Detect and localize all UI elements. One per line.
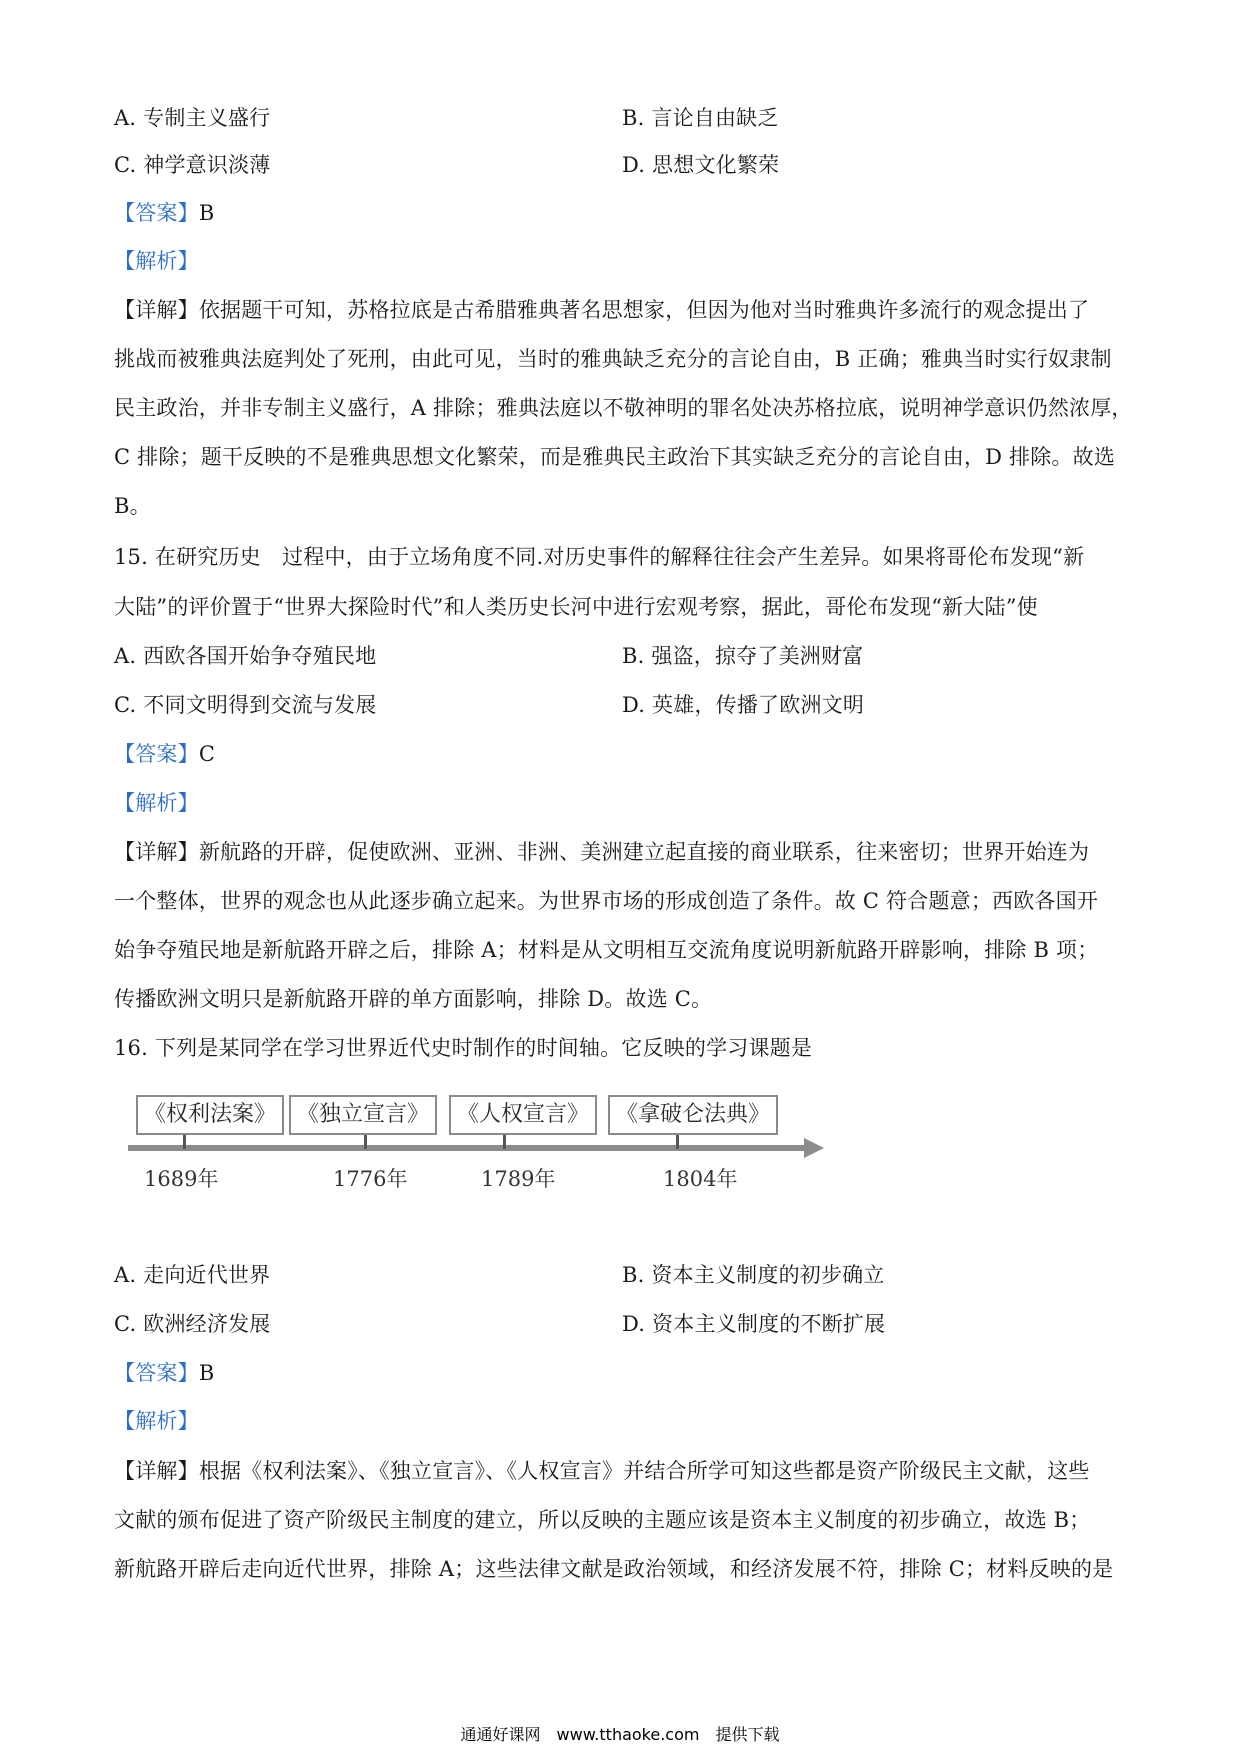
q15-answer xyxy=(114,739,1134,769)
q15-stem-line-0: 15. 在研究历史 过程中，由于立场角度不同.对历史事件的解释往往会产生差异。如果将哥伦布发现“新 xyxy=(114,545,1085,569)
q14-detail-line-3: C 排除；题干反映的不是雅典思想文化繁荣，而是雅典民主政治下其实缺乏充分的言论自由，D 排除。故选 xyxy=(114,445,1116,469)
q15-detail-line-2: 始争夺殖民地是新航路开辟之后，排除 A；材料是从文明相互交流角度说明新航路开辟影响，排除 B 项； xyxy=(114,938,1099,962)
detail-text: 依据题干可知，苏格拉底是古希腊雅典著名思想家，但因为他对当时雅典许多流行的观念提出了 xyxy=(198,298,1090,322)
arrow-right-icon xyxy=(804,1138,824,1158)
q16-answer xyxy=(114,1358,1134,1388)
q16-stem: 16. 下列是某同学在学习世界近代史时制作的时间轴。它反映的学习课题是 xyxy=(114,1036,813,1060)
detail-tag: 【详解】 xyxy=(114,298,199,322)
answer-tag: 【答案】 xyxy=(114,201,199,225)
q14-analysis-tag: 【解析】 xyxy=(114,249,199,273)
timeline-year-1804: 1804年 xyxy=(663,1167,738,1191)
q16-analysis-tag: 【解析】 xyxy=(114,1409,199,1433)
q14-detail-line-2: 民主政治，并非专制主义盛行，A 排除；雅典法庭以不敬神明的罪名处决苏格拉底，说明神学意识仍然浓厚， xyxy=(114,396,1133,420)
timeline-year-1776: 1776年 xyxy=(333,1167,408,1191)
timeline-doc-bill-of-rights: 《权利法案》 xyxy=(136,1095,284,1135)
q15-detail-line-1: 一个整体，世界的观念也从此逐步确立起来。为世界市场的形成创造了条件。故 C 符合题意；西欧各国开 xyxy=(114,889,1099,913)
q15-detail-line-0 xyxy=(114,837,1134,867)
q14-answer xyxy=(114,198,1134,228)
q14-detail-line-1: 挑战而被雅典法庭判处了死刑，由此可见，当时的雅典缺乏充分的言论自由，B 正确；雅典当时实行奴隶制 xyxy=(114,347,1112,371)
timeline-axis xyxy=(128,1145,808,1151)
detail-tag: 【详解】 xyxy=(114,840,199,864)
timeline-doc-declaration-of-rights-of-man: 《人权宣言》 xyxy=(449,1095,597,1135)
detail-tag: 【详解】 xyxy=(114,1459,199,1483)
timeline-tick xyxy=(183,1135,186,1149)
history-timeline xyxy=(128,1085,828,1205)
timeline-tick xyxy=(364,1135,367,1149)
q15-analysis-tag: 【解析】 xyxy=(114,791,199,815)
q15-option-d: D. 英雄，传播了欧洲文明 xyxy=(622,693,865,717)
q14-detail-line-0 xyxy=(114,295,1134,325)
timeline-tick xyxy=(676,1135,679,1149)
q15-option-b: B. 强盗，掠夺了美洲财富 xyxy=(622,644,864,668)
q15-option-a: A. 西欧各国开始争夺殖民地 xyxy=(114,644,377,668)
q14-option-c: C. 神学意识淡薄 xyxy=(114,153,271,177)
timeline-doc-napoleonic-code: 《拿破仑法典》 xyxy=(608,1095,778,1135)
detail-text: 新航路的开辟，促使欧洲、亚洲、非洲、美洲建立起直接的商业联系，往来密切；世界开始连为 xyxy=(198,840,1090,864)
q14-option-d: D. 思想文化繁荣 xyxy=(622,153,780,177)
q15-option-c: C. 不同文明得到交流与发展 xyxy=(114,693,377,717)
timeline-tick xyxy=(503,1135,506,1149)
page-footer: 通通好课网 www.tthaoke.com 提供下载 xyxy=(460,1725,780,1744)
answer-tag: 【答案】 xyxy=(114,742,199,766)
q16-detail-line-2: 新航路开辟后走向近代世界，排除 A；这些法律文献是政治领域，和经济发展不符，排除 C；材料反映的是 xyxy=(114,1557,1114,1581)
q15-detail-line-3: 传播欧洲文明只是新航路开辟的单方面影响，排除 D。故选 C。 xyxy=(114,987,713,1011)
q15-stem-line-1: 大陆”的评价置于“世界大探险时代”和人类历史长河中进行宏观考察，据此，哥伦布发现“新大陆”使 xyxy=(114,595,1038,619)
timeline-year-1689: 1689年 xyxy=(144,1167,219,1191)
q16-detail-line-0 xyxy=(114,1456,1134,1486)
answer-tag: 【答案】 xyxy=(114,1361,199,1385)
q14-option-b: B. 言论自由缺乏 xyxy=(622,106,779,130)
q14-option-a: A. 专制主义盛行 xyxy=(114,106,271,130)
q16-option-c: C. 欧洲经济发展 xyxy=(114,1312,271,1336)
q16-option-d: D. 资本主义制度的不断扩展 xyxy=(622,1312,886,1336)
timeline-doc-declaration-of-independence: 《独立宣言》 xyxy=(289,1095,437,1135)
answer-value: B xyxy=(198,201,215,225)
detail-text: 根据《权利法案》、《独立宣言》、《人权宣言》并结合所学可知这些都是资产阶级民主文献，这些 xyxy=(198,1459,1090,1483)
timeline-year-1789: 1789年 xyxy=(481,1167,556,1191)
q16-detail-line-1: 文献的颁布促进了资产阶级民主制度的建立，所以反映的主题应该是资本主义制度的初步确立，故选 B； xyxy=(114,1508,1091,1532)
answer-value: B xyxy=(198,1361,215,1385)
q16-option-a: A. 走向近代世界 xyxy=(114,1263,271,1287)
q16-option-b: B. 资本主义制度的初步确立 xyxy=(622,1263,885,1287)
q14-detail-line-4: B。 xyxy=(114,494,151,518)
answer-value: C xyxy=(198,742,216,766)
